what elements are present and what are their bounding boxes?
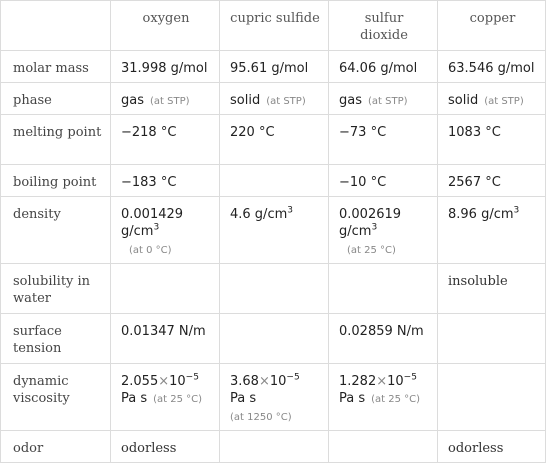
cell-value — [438, 83, 546, 115]
cell-value: −10 °C — [329, 165, 438, 197]
density-unit: g/cm — [339, 224, 372, 239]
phase-value: gas — [121, 93, 144, 108]
cell-value — [329, 364, 438, 431]
row-label: phase — [1, 83, 111, 115]
condition-note: (at 0 °C) — [129, 245, 172, 256]
cell-value: 220 °C — [220, 115, 329, 165]
cell-value — [438, 364, 546, 431]
cell-value — [220, 431, 329, 463]
cell-value — [220, 165, 329, 197]
phase-value: solid — [448, 93, 479, 108]
viscosity-unit: Pa s — [230, 391, 257, 406]
cell-value: 2567 °C — [438, 165, 546, 197]
unit-exponent: 3 — [513, 205, 520, 216]
cell-value — [220, 83, 329, 115]
row-molar-mass — [1, 51, 546, 83]
density-value: 0.001429 — [121, 207, 184, 222]
cell-value: odorless — [111, 431, 220, 463]
cell-value: 63.546 g/mol — [438, 51, 546, 83]
unit-exponent: 3 — [153, 222, 160, 233]
cell-value — [111, 264, 220, 314]
cell-value: 64.06 g/mol — [329, 51, 438, 83]
cell-value — [111, 197, 220, 264]
row-label: melting point — [1, 115, 111, 165]
row-density — [1, 197, 546, 264]
row-solubility — [1, 264, 546, 314]
cell-value: odorless — [438, 431, 546, 463]
row-label: molar mass — [1, 51, 111, 83]
cell-value — [438, 314, 546, 364]
cell-value — [111, 83, 220, 115]
cell-value — [329, 197, 438, 264]
row-odor — [1, 431, 546, 463]
condition-note: (at 1250 °C) — [230, 412, 292, 423]
condition-note: (at 25 °C) — [371, 394, 421, 405]
row-label: boiling point — [1, 165, 111, 197]
row-boiling-point — [1, 165, 546, 197]
condition-note: (at STP) — [484, 96, 524, 107]
times-sign: × — [258, 374, 270, 389]
cell-value: 95.61 g/mol — [220, 51, 329, 83]
phase-value: solid — [230, 93, 261, 108]
cell-value — [220, 197, 329, 264]
cell-value — [220, 264, 329, 314]
viscosity-mantissa: 1.282 — [339, 374, 377, 389]
cell-value: 0.01347 N/m — [111, 314, 220, 364]
col-header-sulfur-dioxide: sulfur dioxide — [329, 1, 438, 51]
viscosity-unit: Pa s — [339, 391, 366, 406]
cell-value: −218 °C — [111, 115, 220, 165]
times-sign: × — [158, 374, 170, 389]
condition-note: (at STP) — [266, 96, 306, 107]
density-value: 4.6 g/cm — [230, 207, 288, 222]
row-label: density — [1, 197, 111, 264]
density-value: 8.96 g/cm — [448, 207, 514, 222]
viscosity-mantissa: 3.68 — [230, 374, 259, 389]
density-unit: g/cm — [121, 224, 154, 239]
cell-value: 31.998 g/mol — [111, 51, 220, 83]
cell-value: −73 °C — [329, 115, 438, 165]
cell-value — [220, 314, 329, 364]
power-base: 10 — [269, 374, 287, 389]
cell-value: insoluble — [438, 264, 546, 314]
cell-value — [329, 431, 438, 463]
cell-value: 1083 °C — [438, 115, 546, 165]
power-base: 10 — [169, 374, 186, 389]
header-row — [1, 1, 546, 51]
row-phase — [1, 83, 546, 115]
cell-value — [329, 264, 438, 314]
cell-value — [329, 83, 438, 115]
power-exponent: −5 — [403, 372, 417, 383]
density-value: 0.002619 — [339, 207, 402, 222]
unit-exponent: 3 — [371, 222, 378, 233]
row-dynamic-viscosity — [1, 364, 546, 431]
row-label: dynamic viscosity — [1, 364, 111, 431]
cell-value — [220, 364, 329, 431]
viscosity-unit: Pa s — [121, 391, 148, 406]
phase-value: gas — [339, 93, 362, 108]
row-melting-point — [1, 115, 546, 165]
row-label: surface tension — [1, 314, 111, 364]
condition-note: (at STP) — [368, 96, 408, 107]
cell-value — [111, 364, 220, 431]
col-header-cupric-sulfide: cupric sulfide — [220, 1, 329, 51]
cell-value: −183 °C — [111, 165, 220, 197]
row-label: solubility in water — [1, 264, 111, 314]
viscosity-mantissa: 2.055 — [121, 374, 159, 389]
power-exponent: −5 — [286, 372, 300, 383]
cell-value: 0.02859 N/m — [329, 314, 438, 364]
condition-note: (at 25 °C) — [153, 394, 203, 405]
row-label: odor — [1, 431, 111, 463]
condition-note: (at 25 °C) — [347, 245, 396, 256]
cell-value — [438, 197, 546, 264]
corner-cell — [1, 1, 111, 51]
condition-note: (at STP) — [150, 96, 190, 107]
power-base: 10 — [387, 374, 404, 389]
unit-exponent: 3 — [287, 205, 293, 216]
times-sign: × — [376, 374, 388, 389]
col-header-oxygen: oxygen — [111, 1, 220, 51]
power-exponent: −5 — [185, 372, 199, 383]
col-header-copper: copper — [438, 1, 546, 51]
row-surface-tension — [1, 314, 546, 364]
